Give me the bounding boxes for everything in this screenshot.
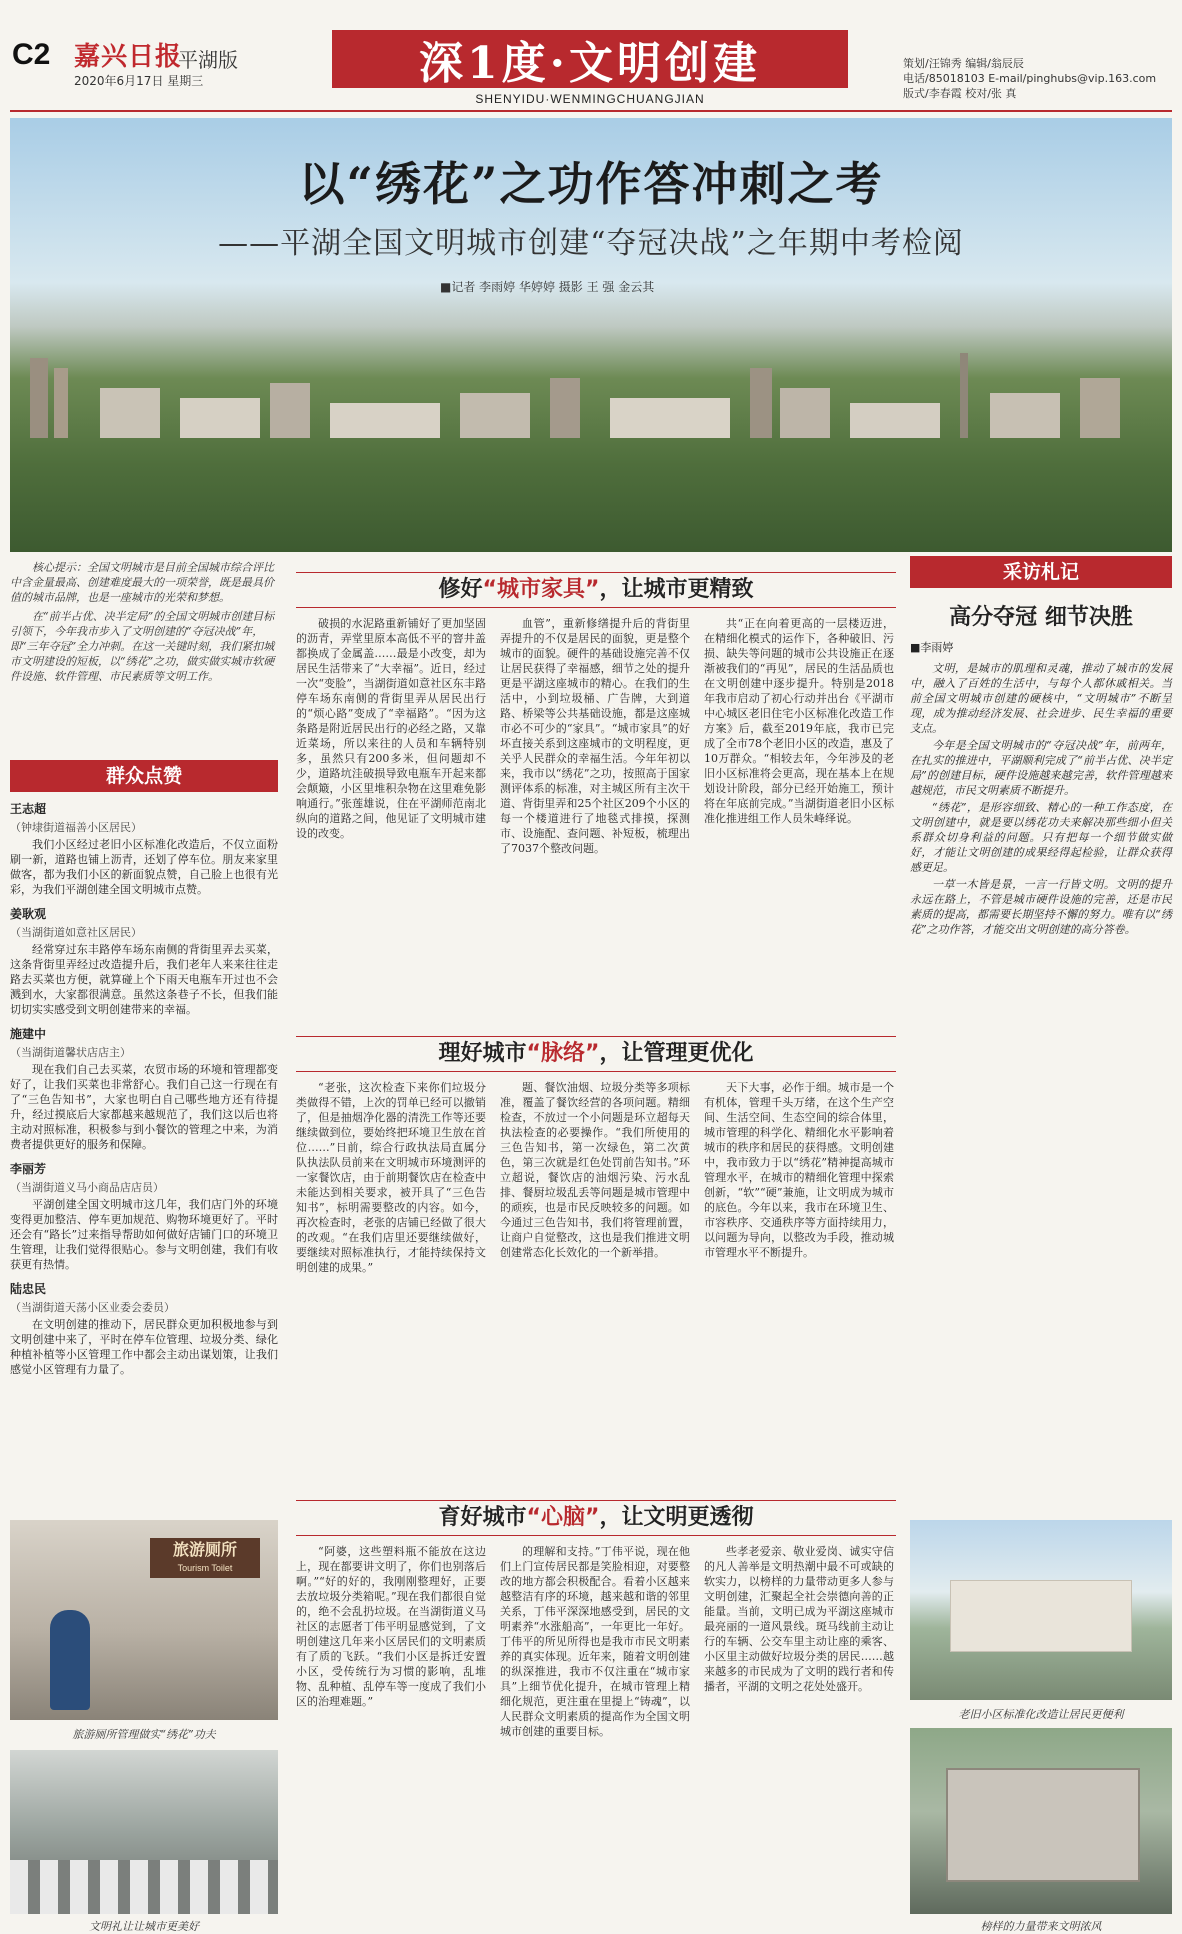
section-1-text-2: 血管”，重新修缮提升后的背街里弄提升的不仅是居民的面貌，更是整个城市的面貌。硬件的基础设施完善不仅让居民获得了幸福感，细节之处的提升更是平湖这座城市的精心。在我们的生活中，小到垃圾桶、广告牌，大到道路、桥梁等公共基础设施，都是这座城市必不可少的“家具”。“城市家具”的好坏直接关系到这座城市的文明程度，更关乎人民群众的幸福生活。今年年初以来，我市以“绣花”之功，按照高于国家测评体系的标准，对主城区所有主次干道、背街里弄和25个社区209个小区的每一个楼道进行了地毯式排摸，探测市、设施配、查问题、补短板，梳理出了7037个整改问题。 — [500, 617, 690, 855]
section-2-quote: “脉络” — [526, 1041, 600, 1066]
section-2-col-1 — [296, 1080, 486, 1480]
display-board — [946, 1768, 1140, 1882]
interview-p3: “绣花”，是形容细致、精心的一种工作态度，在文明创建中，就是要以绣花功夫来解决那些细小但关系群众切身利益的问题。只有把每一个细节做实做好，才能让文明创建的成果经得起检验，让群众获得感更足。 — [910, 801, 1172, 874]
praise-org: （钟埭街道福善小区居民） — [10, 821, 142, 834]
page-number: C2 — [12, 38, 51, 71]
section-2-text-3: 天下大事，必作于细。城市是一个有机体，管理千头万绪，在这个生产空间、生活空间、生态空间的综合体里，城市管理的科学化、精细化水平影响着城市的秩序和居民的获得感。文明创建中，我市致力于以“绣花”精神提高城市管理水平，在城市的精细化管理中探索创新，“软”“硬”兼施，让文明成为城市的底色。今年以来，我市在环境卫生、市容秩序、交通秩序等方面持续用力，以问题为导向，以整改为手段，推动城市管理水平不断提升。 — [704, 1081, 894, 1259]
section-2-text-2: 题、餐饮油烟、垃圾分类等多项标准，覆盖了餐饮经营的各项问题。精细检查，不放过一个小问题是环立超每天执法检查的必要操作。“我们所使用的三色告知书，第一次绿色，第二次黄色，第三次就是红色处罚前告知书。”环立超说，餐饮店的油烟污染、污水乱排、餐厨垃圾乱丢等问题是城市管理中的顽疾，也是市民反映较多的问题。如今通过三色告知书，我们将管理前置，让商户自觉整改，这也是我们推进文明创建常态化长效化的一个新举措。 — [500, 1081, 690, 1259]
zebra-crossing — [10, 1860, 278, 1914]
praise-org: （当湖街道如意社区居民） — [10, 926, 142, 939]
section-banner: 深1度·文明创建 — [332, 30, 848, 88]
praise-name: 陆忠民 — [10, 1282, 47, 1296]
masthead-rule — [10, 110, 1172, 112]
section-3-prefix: 育好城市 — [438, 1505, 527, 1530]
interview-author: ■李雨婷 — [910, 641, 954, 654]
photo-old-residential — [910, 1520, 1172, 1700]
issue-date: 2020年6月17日 星期三 — [74, 74, 204, 88]
praise-text: 经常穿过东丰路停车场东南侧的背街里弄去买菜，这条背街里弄经过改造提升后，我们老年人来来往往走路去买菜也方便，就算碰上个下雨天电瓶车开过也不会溅到水，大家都很满意。虽然这条巷子不长，但我们能切切实实感受到文明创建带来的幸福。 — [10, 943, 278, 1016]
worker-figure — [50, 1610, 90, 1710]
residential-building — [950, 1580, 1132, 1652]
credits-line-1: 策划/汪锦秀 编辑/翁辰辰 — [903, 57, 1024, 70]
photo-caption-4: 榜样的力量带来文明浓风 — [980, 1920, 1102, 1933]
interview-p4: 一草一木皆是景，一言一行皆文明。文明的提升永远在路上，不管是城市硬件设施的完善，还是市民素质的提高，都需要长期坚持不懈的努力。唯有以“绣花”之功作答，才能交出文明创建的高分答卷。 — [910, 878, 1172, 936]
sub-headline: ——平湖全国文明城市创建“夺冠决战”之年期中考检阅 — [218, 226, 964, 261]
praise-item — [10, 1280, 278, 1377]
byline: ■记者 李雨婷 华婷婷 摄影 王 强 金云其 — [440, 280, 655, 294]
section-1-quote: “城市家具” — [482, 577, 600, 602]
photo-caption-2: 文明礼让让城市更美好 — [89, 1920, 199, 1933]
section-3-col-2 — [500, 1544, 690, 1924]
praise-text: 平湖创建全国文明城市这几年，我们店门外的环境变得更加整洁、停车更加规范、购物环境更好了。平时还会有“路长”过来指导帮助如何做好店铺门口的环境卫生管理，让我们觉得很贴心。参与文明创建，我们有收获更有热情。 — [10, 1198, 278, 1271]
section-3-text-3: 些孝老爱亲、敬业爱岗、诚实守信的凡人善举是文明热潮中最不可或缺的软实力，以榜样的力量带动更多人参与文明创建，汇聚起全社会崇德向善的正能量。当前，文明已成为平湖这座城市最亮丽的一道风景线。斑马线前主动让行的车辆、公交车里主动让座的乘客、小区里主动做好垃圾分类的居民……越来越多的市民成为了文明的践行者和传播者，平湖的文明之花处处盛开。 — [704, 1545, 894, 1693]
core-summary — [10, 560, 278, 688]
section-3-suffix: ，让文明更透彻 — [599, 1505, 754, 1530]
section-2-col-2 — [500, 1080, 690, 1480]
section-1-text-3: 共“正在向着更高的一层楼迈进，在精细化模式的运作下，各种破旧、污损、缺失等问题的城市公共设施正在逐渐被我们的“再见”，居民的生活品质也在文明创建中逐步提升。特别是2018年我市启动了初心行动并出台《平湖市中心城区老旧住宅小区标准化改造工作方案》后，截至2019年底，我市已完成了全市78个老旧小区的改造，惠及了10万群众。“相较去年，今年涉及的老旧小区标准将会更高，现在基本上在规划设计阶段，部分已经开始施工，预计将在年底前完成。”当湖街道老旧小区标准化推进组工作人员朱峰绎说。 — [704, 617, 894, 825]
photo-caption-3: 老旧小区标准化改造让居民更便利 — [958, 1708, 1124, 1721]
editorial-credits — [903, 56, 1178, 101]
interview-body — [910, 661, 1172, 937]
section-2-text-1: “老张，这次检查下来你们垃圾分类做得不错，上次的罚单已经可以撤销了，但是抽烟净化器的清洗工作等还要继续做到位，要始终把环境卫生放在首位……”日前，综合行政执法局直属分队执法队员前来在文明城市环境测评的一家餐饮店，由于前期餐饮店在检查中未能达到相关要求，被开具了“三色告知书”，标明需要整改的内容。如今，再次检查时，老张的店铺已经做了很大的改观。“在我们店里还要继续做好，要继续对照标准执行，才能持续保持文明创建的成果。” — [296, 1081, 486, 1274]
public-praise-title: 群众点赞 — [10, 760, 278, 792]
section-1-prefix: 修好 — [438, 577, 483, 602]
main-headline: 以“绣花”之功作答冲刺之考 — [298, 157, 884, 211]
praise-text: 在文明创建的推动下，居民群众更加积极地参与到文明创建中来了，平时在停车位管理、垃圾分类、绿化种植补植等小区管理工作中都会主动出谋划策，让我们感觉小区管理有力量了。 — [10, 1318, 278, 1376]
section-3-quote: “心脑” — [526, 1505, 600, 1530]
praise-item — [10, 1160, 278, 1272]
praise-org: （当湖街道义马小商品店店员） — [10, 1181, 164, 1194]
skyline-illustration — [10, 348, 1172, 438]
section-banner-pinyin: SHENYIDU·WENMINGCHUANGJIAN — [475, 92, 705, 106]
section-2-suffix: ，让管理更优化 — [599, 1041, 754, 1066]
newspaper-logo: 嘉兴日报 — [74, 42, 183, 72]
section-2-col-3 — [704, 1080, 894, 1480]
edition-label: 平湖版 — [178, 48, 238, 72]
interview-notes — [910, 556, 1172, 939]
praise-item — [10, 1025, 278, 1152]
hero-photo — [10, 118, 1172, 552]
credits-line-2: 电话/85018103 E-mail/pinghubs@vip.163.com — [903, 72, 1157, 85]
photo-tourism-toilet — [10, 1520, 278, 1720]
praise-name: 姜耿观 — [10, 907, 47, 921]
section-2-prefix: 理好城市 — [438, 1041, 527, 1066]
core-summary-p2: 在“前半占优、决半定局”的全国文明城市创建目标引领下，今年我市步入了文明创建的“夺冠决战”年，即“三年夺冠”全力冲刺。在这一关键时刻，我们紧扣城市文明建设的短板，以“绣花”之功，做实做实城市软硬件设施、软件管理、市民素质等文明工作。 — [10, 610, 275, 683]
praise-item — [10, 800, 278, 897]
praise-text: 现在我们自己去买菜，农贸市场的环境和管理都变好了，让我们买菜也非常舒心。我们自己这一行现在有了“三色告知书”，大家也明白自己哪些地方还有待提升，经过摸底后大家都越来越规范了，我们这以后也将主动对照标准，积极参与到小餐饮的管理之中来，为消费者提供更好的服务和保障。 — [10, 1063, 278, 1151]
praise-text: 我们小区经过老旧小区标准化改造后，不仅立面粉刷一新，道路也铺上沥青，还划了停车位。朋友来家里做客，都为我们小区的新面貌点赞，自己脸上也很有光彩，为我们平湖创建全国文明城市点赞。 — [10, 838, 278, 896]
praise-name: 李丽芳 — [10, 1162, 47, 1176]
public-praise-box — [10, 760, 278, 1377]
section-1-col-1 — [296, 616, 486, 996]
praise-item — [10, 905, 278, 1017]
section-1-col-2 — [500, 616, 690, 996]
photo-street-crossing — [10, 1750, 278, 1914]
section-1-suffix: ，让城市更精致 — [599, 577, 754, 602]
interview-subtitle: 高分夺冠 细节决胜 — [949, 605, 1133, 630]
credits-line-3: 版式/李春霞 校对/张 真 — [903, 87, 1017, 100]
toilet-sign-en: Tourism Toilet — [177, 1563, 233, 1573]
interview-p2: 今年是全国文明城市的“夺冠决战”年，前两年，在扎实的推进中，平湖顺利完成了“前半占优、决半定局”的创建目标，硬件设施越来越完善，软件管理越来越规范，市民文明素质不断提升。 — [910, 739, 1172, 797]
section-1-col-3 — [704, 616, 894, 996]
section-1-heading — [296, 572, 896, 608]
section-3-text-1: “阿婆，这些塑料瓶不能放在这边上，现在都要讲文明了，你们也别落后啊。”“好的好的，我刚刚整理好，正要去放垃圾分类箱呢。”现在我们都很自觉的，绝不会乱扔垃圾。在当湖街道义马社区的志愿者丁伟平明显感觉到，了文明创建这几年来小区居民们的文明素质有了质的飞跃。“我们小区是拆迁安置小区，受传统行为习惯的影响，乱堆物、乱种植、乱停车等一度成了我们小区的治理难题。” — [296, 1545, 486, 1708]
praise-name: 施建中 — [10, 1027, 47, 1041]
section-3-col-1 — [296, 1544, 486, 1924]
section-2-heading — [296, 1036, 896, 1072]
section-3-col-3 — [704, 1544, 894, 1924]
photo-caption-1: 旅游厕所管理做实“绣花”功夫 — [72, 1728, 216, 1741]
toilet-sign — [150, 1538, 260, 1578]
interview-title: 采访札记 — [910, 556, 1172, 588]
masthead — [0, 0, 1182, 110]
core-summary-p1: 核心提示：全国文明城市是目前全国城市综合评比中含金量最高、创建难度最大的一项荣誉，既是最具价值的城市品牌，也是一座城市的光荣和梦想。 — [10, 561, 274, 604]
photo-role-model-board — [910, 1728, 1172, 1914]
praise-org: （当湖街道天荡小区业委会委员） — [10, 1301, 175, 1314]
section-1-text-1: 破损的水泥路重新铺好了更加坚固的沥青，弄堂里原本高低不平的窨井盖都换成了金属盖……最是小改变，却为居民生活带来了“大幸福”。近日，经过一次“变脸”，当湖街道如意社区东丰路停车场东南侧的背街里弄从居民出行的“烦心路”变成了“幸福路”。“因为这条路是附近居民出行的必经之路，又靠近菜场，所以来往的人员和车辆特别多，虽然只有200多米，但问题却不少，道路坑洼破损导致电瓶车开起来都会颠簸，小区里堆积杂物在这里难免影响通行。”张莲雄说，住在平湖师范南北纵向的道路之间，他见证了文明城市建设的改变。 — [296, 617, 486, 840]
section-3-heading — [296, 1500, 896, 1536]
section-3-text-2: 的理解和支持。”丁伟平说，现在他们上门宣传居民都是笑脸相迎，对要整改的地方都会积极配合。看着小区越来越整洁有序的环境，越来越和谐的邻里关系，丁伟平深深地感受到，居民的文明素养“水涨船高”，一年更比一年好。丁伟平的所见所得也是我市市民文明素养的真实体现。近年来，随着文明创建的纵深推进，我市不仅注重在“城市家具”上细节优化提升，在城市管理上精细化规范，更注重在里提上“铸魂”，以人民群众文明素质的提高作为全国文明城市创建的重要目标。 — [500, 1545, 690, 1738]
toilet-sign-cn: 旅游厕所 — [172, 1540, 237, 1559]
interview-p1: 文明，是城市的肌理和灵魂，推动了城市的发展中，融入了百姓的生活中，与每个人都休戚相关。当前全国文明城市创建的硬核中，“文明城市”不断呈现，成为推动经济发展、社会进步、民生幸福的重要支点。 — [910, 662, 1172, 735]
praise-org: （当湖街道馨状店店主） — [10, 1046, 131, 1059]
praise-name: 王志超 — [10, 802, 47, 816]
